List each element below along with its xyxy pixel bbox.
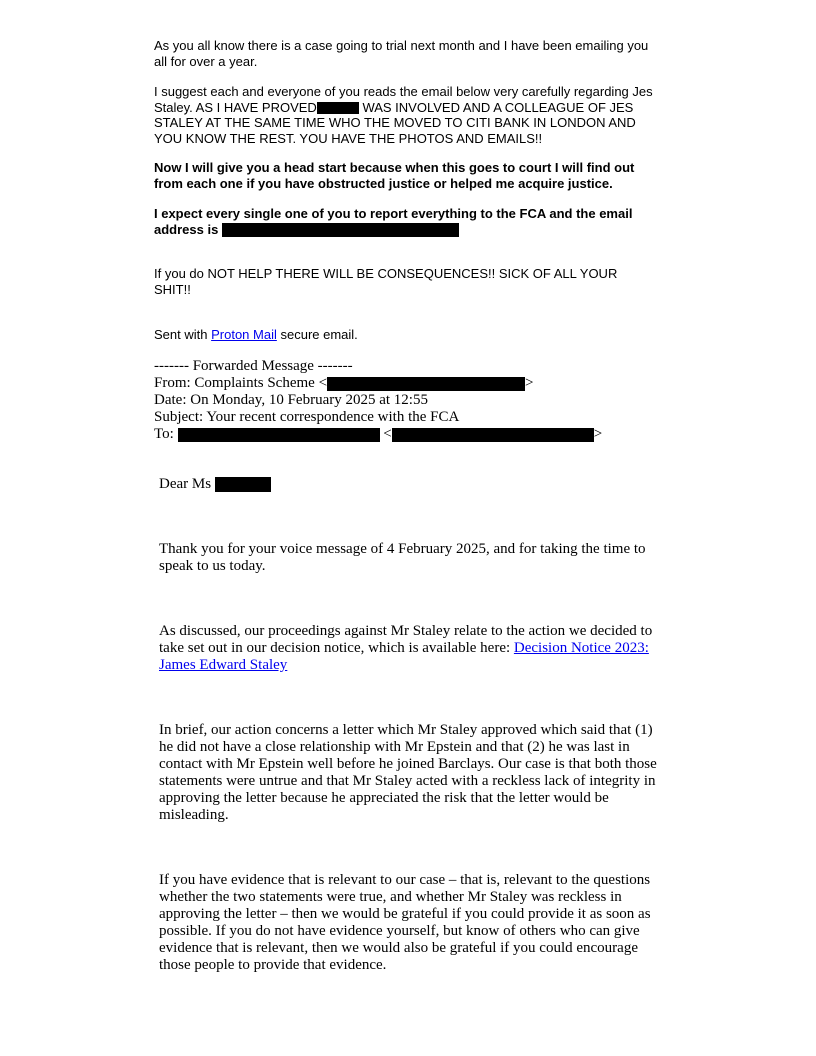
intro-paragraph-4 — [154, 206, 654, 237]
letter-paragraph-3: In brief, our action concerns a letter which Mr Staley approved which said that (1) he did not have a close relationship with Mr Epstein and that (2) he was last in contact with Mr Epstein well before he joined Barclays. Our case is that both those statements were untrue and that Mr Staley acted with a reckless lack of integrity in approving the letter because he appreciated the risk that the letter would be misleading. — [159, 722, 657, 823]
from-close: > — [525, 375, 534, 391]
intro-paragraph-1: As you all know there is a case going to trial next month and I have been emailing you all for over a year. — [154, 38, 649, 69]
forwarded-subject: Subject: Your recent correspondence with the FCA — [154, 409, 460, 425]
intro-paragraph-3: Now I will give you a head start because when this goes to court I will find out from each one if you have obstructed justice or helped me acquire justice. — [154, 160, 635, 191]
signature-line — [154, 327, 654, 343]
to-close: > — [593, 426, 603, 442]
forwarded-from — [154, 375, 654, 392]
forwarded-date: Date: On Monday, 10 February 2025 at 12:55 — [154, 392, 428, 408]
intro-paragraph-5: If you do NOT HELP THERE WILL BE CONSEQUENCES!! SICK OF ALL YOUR SHIT!! — [154, 266, 618, 297]
to-label: To: — [154, 426, 174, 442]
forwarded-header-block — [154, 358, 654, 443]
greeting-text: Dear Ms — [159, 476, 212, 492]
intro-paragraph-2-end: WAS INVOLVED AND A COLLEAGUE OF JES STALEY AT THE SAME TIME WHO THE MOVED TO CITI BANK IN LONDON AND YOU KNOW THE REST. YOU HAVE THE PHOTOS AND EMAILS!! — [154, 99, 636, 146]
from-label: From: Complaints Scheme < — [154, 375, 328, 391]
to-open: < — [383, 426, 392, 442]
letter-paragraph-1: Thank you for your voice message of 4 February 2025, and for taking the time to speak to us today. — [159, 541, 646, 574]
redaction-from-email — [327, 377, 525, 391]
signature-after: secure email. — [280, 327, 358, 342]
letter-paragraph-4: If you have evidence that is relevant to our case – that is, relevant to the questions whether the two statements were true, and whether Mr Staley was reckless in approving the letter – then we would be grateful if you could provide it as soon as possible. If you do not have evidence yourself, but know of others who can give evidence that is relevant, then we would also be grateful if you could encourage those people to provide that evidence. — [159, 872, 651, 973]
proton-mail-link[interactable]: Proton Mail — [211, 327, 277, 342]
redaction-email-address — [222, 223, 459, 237]
intro-paragraph-2 — [154, 84, 654, 146]
redaction-recipient-name — [215, 477, 271, 492]
redaction-to-name — [178, 428, 380, 442]
letter-paragraph-2-text: As discussed, our proceedings against Mr Staley relate to the action we decided to take set out in our decision notice, which is available here: — [159, 623, 653, 656]
redaction-to-email — [392, 428, 594, 442]
intro-paragraph-4-text: I expect every single one of you to report everything to the FCA and the email address is — [154, 206, 633, 237]
intro-paragraph-2-start: I suggest each and everyone of you reads the email below very carefully regarding Jes Staley. AS I HAVE PROVED — [154, 84, 653, 115]
letter-paragraph-2 — [159, 623, 659, 674]
forwarded-message-title: ------- Forwarded Message ------- — [154, 358, 353, 374]
letter-greeting — [159, 476, 659, 493]
signature-before: Sent with — [154, 327, 208, 342]
forwarded-to — [154, 426, 654, 443]
redaction-name — [317, 102, 359, 114]
decision-notice-link[interactable]: Decision Notice 2023: James Edward Staley — [159, 640, 649, 673]
